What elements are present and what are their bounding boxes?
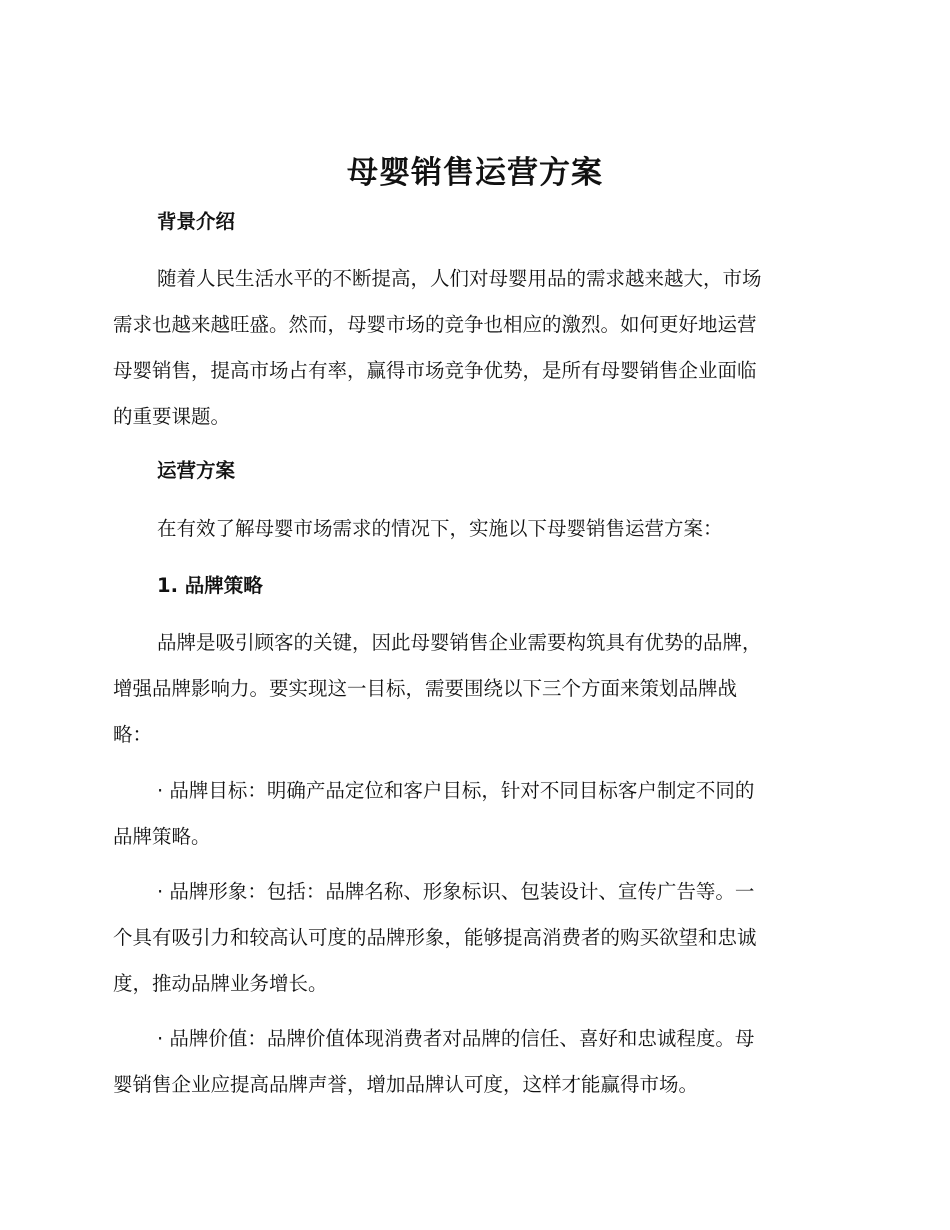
- bullet-line: 品牌策略。: [113, 825, 211, 848]
- bullet-brand-value: [113, 1016, 831, 1108]
- bullet-brand-image: [113, 869, 831, 1007]
- section-heading-brand-strategy: 1. 品牌策略: [157, 574, 263, 597]
- paragraph-brand-strategy: [113, 620, 831, 758]
- paragraph-operation-intro: [113, 506, 831, 552]
- bullet-line: · 品牌形象：包括：品牌名称、形象标识、包装设计、宣传广告等。一: [157, 880, 755, 903]
- paragraph-line: 母婴销售，提高市场占有率，赢得市场竞争优势，是所有母婴销售企业面临: [113, 359, 757, 382]
- section-heading-operation: 运营方案: [157, 459, 236, 482]
- bullet-brand-goal: [113, 768, 831, 860]
- paragraph-line: 略：: [113, 723, 153, 746]
- paragraph-line: 随着人民生活水平的不断提高，人们对母婴用品的需求越来越大，市场: [157, 267, 762, 290]
- bullet-line: · 品牌价值：品牌价值体现消费者对品牌的信任、喜好和忠诚程度。母: [157, 1027, 755, 1050]
- bullet-line: 婴销售企业应提高品牌声誉，增加品牌认可度，这样才能赢得市场。: [113, 1073, 699, 1096]
- document-title: 母婴销售运营方案: [347, 155, 603, 191]
- paragraph-line: 需求也越来越旺盛。然而，母婴市场的竞争也相应的激烈。如何更好地运营: [113, 313, 757, 336]
- paragraph-background: [113, 256, 831, 440]
- paragraph-line: 增强品牌影响力。要实现这一目标，需要围绕以下三个方面来策划品牌战: [113, 677, 738, 700]
- bullet-line: 度，推动品牌业务增长。: [113, 972, 328, 995]
- paragraph-line: 品牌是吸引顾客的关键，因此母婴销售企业需要构筑具有优势的品牌，: [157, 631, 762, 654]
- section-heading-background: 背景介绍: [157, 210, 236, 233]
- paragraph-line: 的重要课题。: [113, 405, 231, 428]
- paragraph-line: 在有效了解母婴市场需求的情况下，实施以下母婴销售运营方案：: [157, 517, 723, 540]
- bullet-line: 个具有吸引力和较高认可度的品牌形象，能够提高消费者的购买欲望和忠诚: [113, 926, 757, 949]
- bullet-line: · 品牌目标：明确产品定位和客户目标，针对不同目标客户制定不同的: [157, 779, 755, 802]
